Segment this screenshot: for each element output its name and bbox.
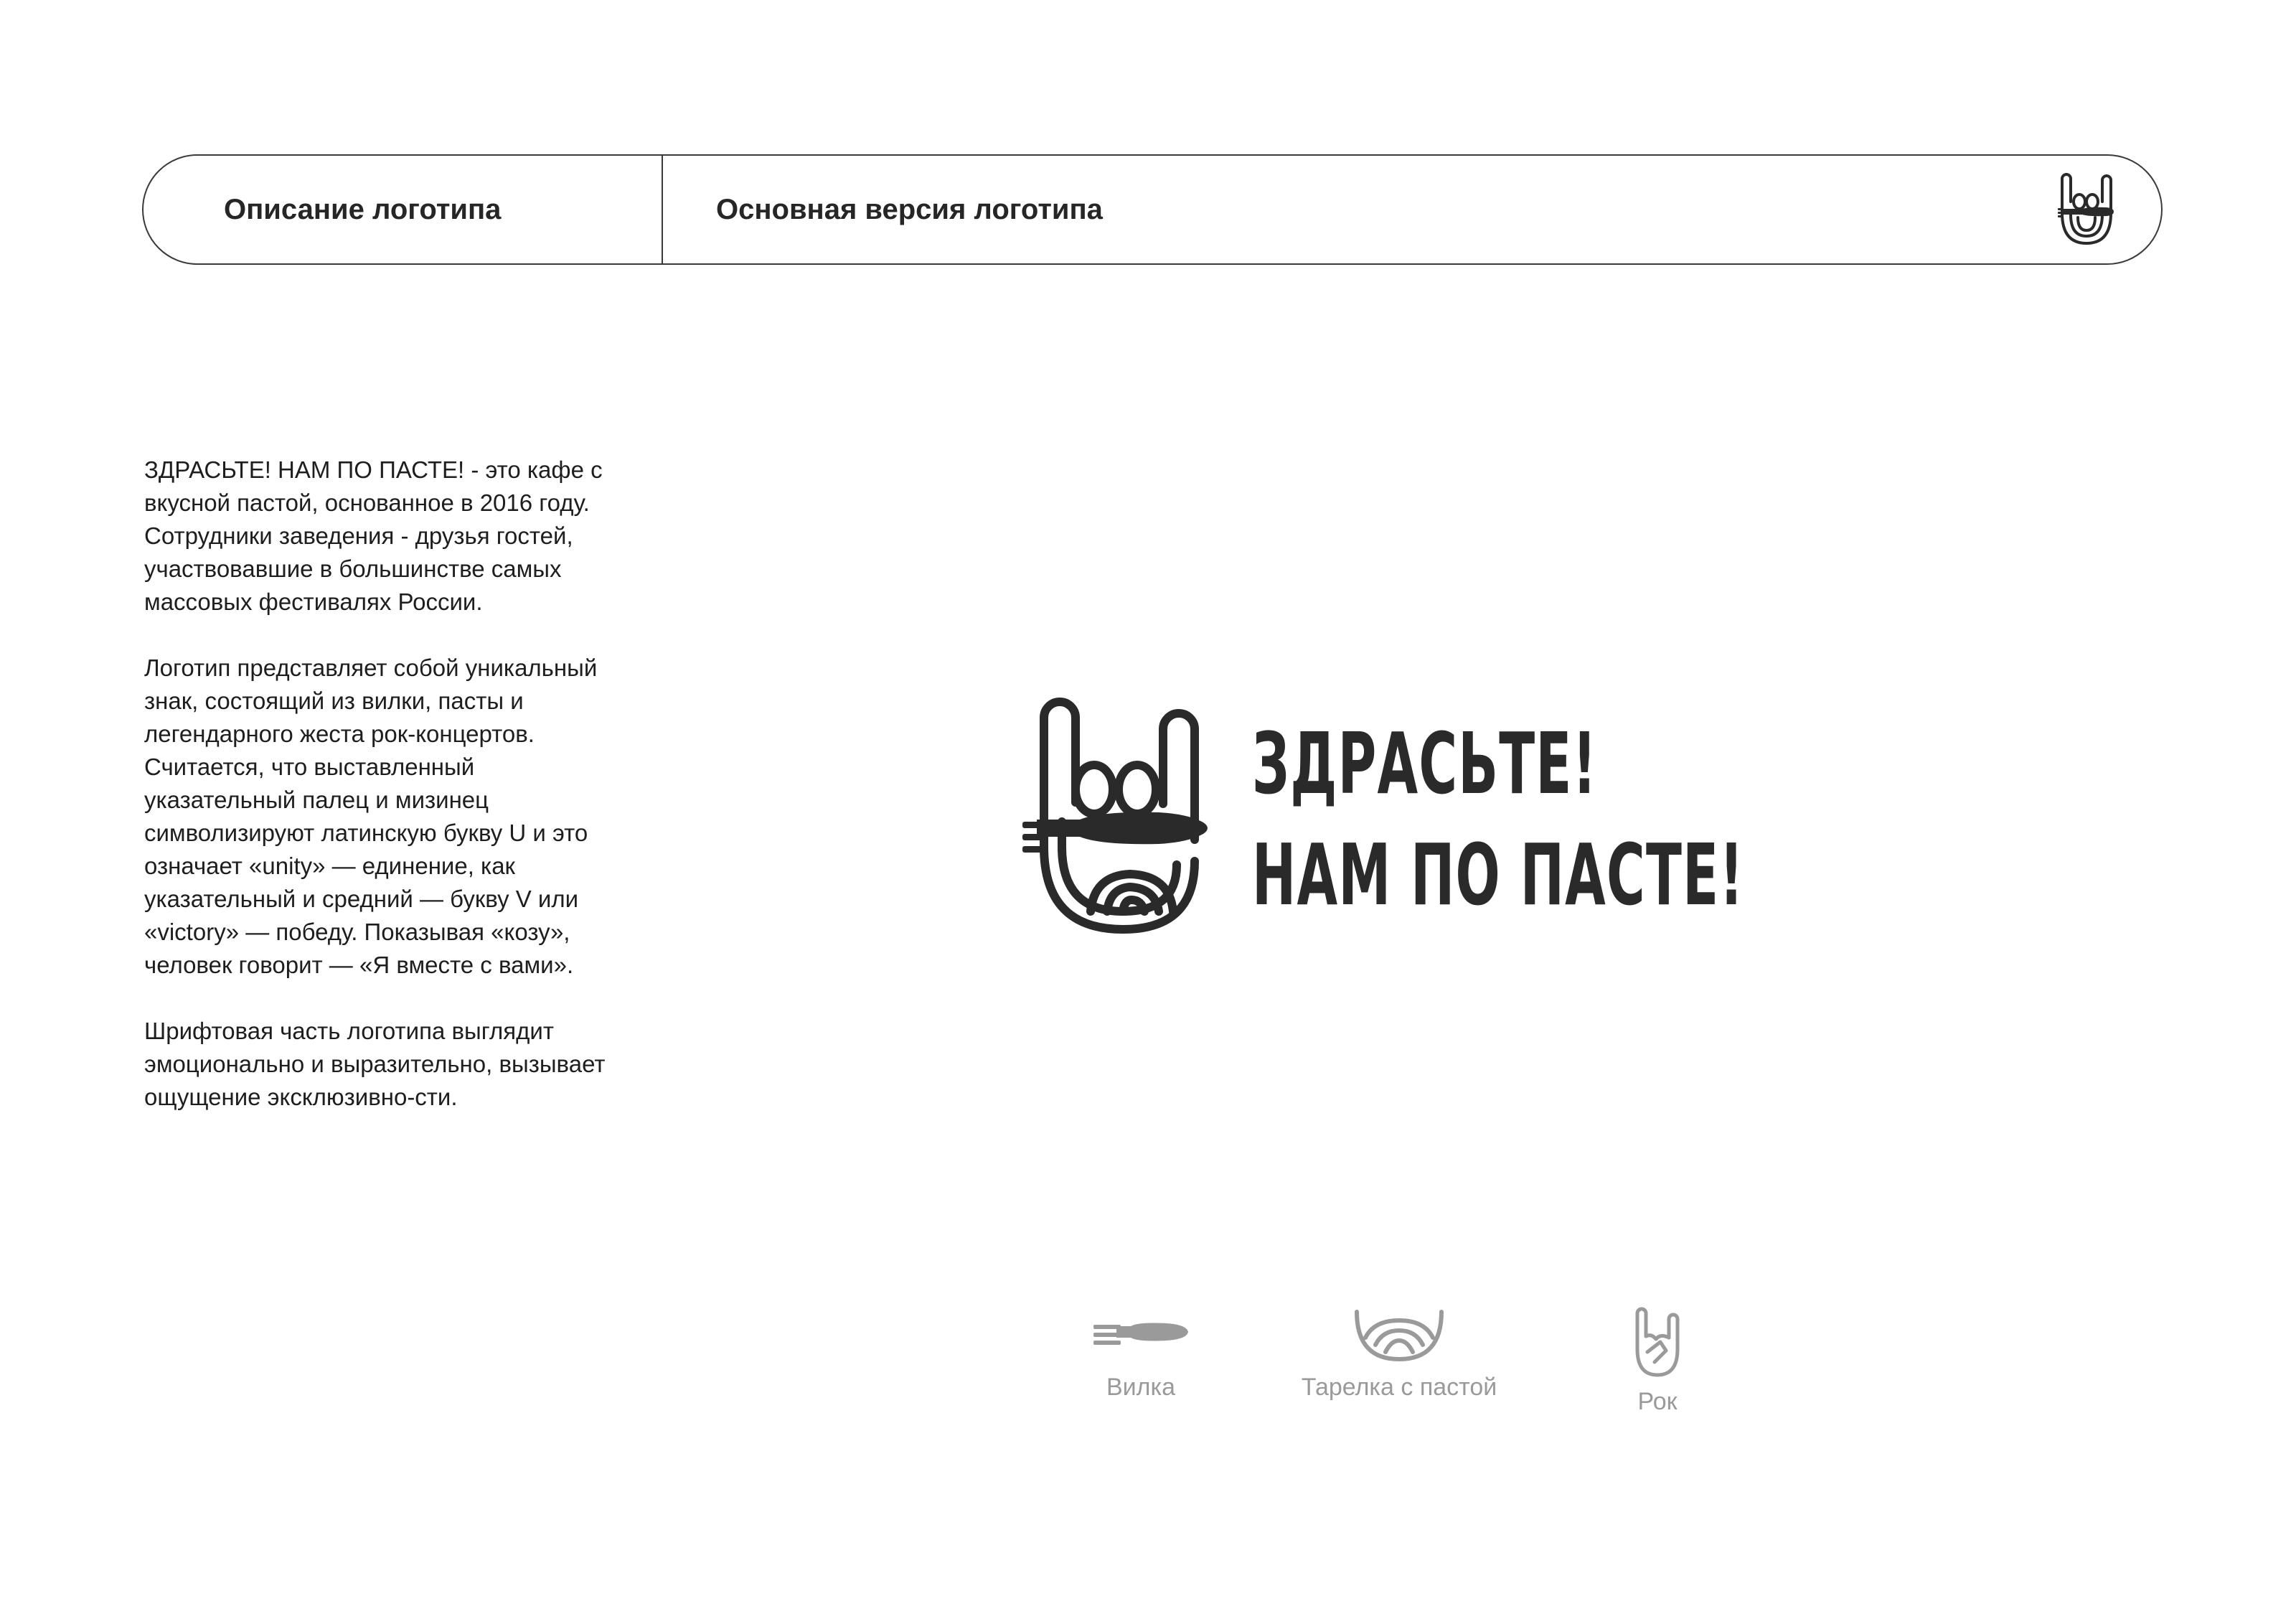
main-logo <box>1022 696 1761 940</box>
logo-element-rock <box>1543 1306 1772 1416</box>
rock-pasta-logo-icon <box>2052 170 2117 249</box>
description-paragraph: Шрифтовая часть логотипа выглядит эмоционально и выразительно, вызывает ощущение эксклюзивно-сти. <box>144 1018 606 1110</box>
rock-hand-icon <box>1629 1306 1686 1378</box>
description-paragraph: Логотип представляет собой уникальный знак, состоящий из вилки, пасты и легендарного жеста рок-концертов. Считается, что выставленный указательный палец и мизинец символизируют латинскую букву U и это означает «unity» — единение, как указательный и средний — букву V или «victory» — победу. Показывая «козу», человек говорит — «Я вместе с вами». <box>144 654 598 978</box>
section-header <box>142 154 2163 265</box>
logo-description <box>144 454 611 1147</box>
section-title-main-logo: Основная версия логотипа <box>716 194 1103 225</box>
description-paragraph: ЗДРАСЬТЕ! НАМ ПО ПАСТЕ! - это кафе с вкусной пастой, основанное в 2016 году. Сотрудники заведения - друзья гостей, участвовавшие в большинстве самых массовых фестивалях России. <box>144 456 603 615</box>
logo-wordmark-line-1: ЗДРАСЬТЕ! <box>1252 714 1598 813</box>
element-label: Рок <box>1637 1388 1678 1415</box>
pasta-plate-icon <box>1352 1306 1446 1363</box>
element-label: Вилка <box>1106 1374 1176 1401</box>
logo-element-pasta-plate <box>1284 1306 1514 1402</box>
rock-hand-fork-pasta-icon <box>1022 696 1216 940</box>
fork-icon <box>1091 1306 1191 1363</box>
element-label: Тарелка с пастой <box>1301 1374 1497 1401</box>
header-divider <box>662 156 663 263</box>
logo-wordmark-line-2: НАМ ПО ПАСТЕ! <box>1252 825 1744 924</box>
logo-element-fork <box>1026 1306 1256 1402</box>
section-title-description: Описание логотипа <box>224 194 502 225</box>
